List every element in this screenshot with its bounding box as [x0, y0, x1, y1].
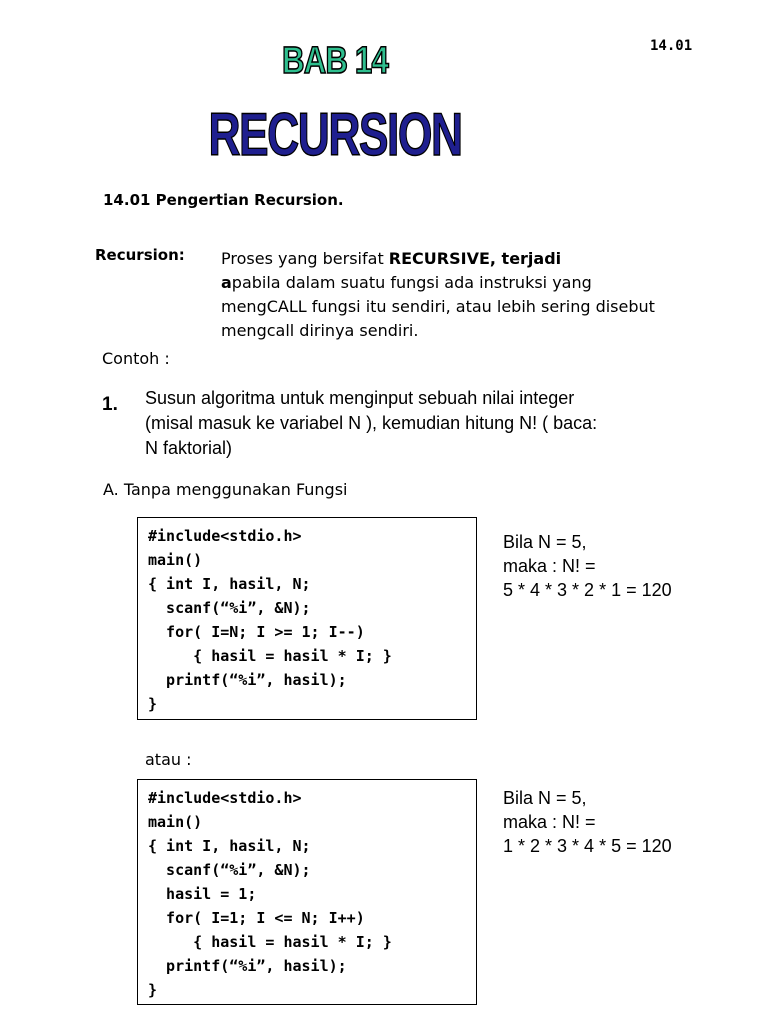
code-line: { int I, hasil, N; — [148, 575, 311, 593]
note-line: 1 * 2 * 3 * 4 * 5 = 120 — [503, 836, 672, 856]
note-line: maka : N! = — [503, 556, 596, 576]
code-line: printf(“%i”, hasil); — [148, 957, 347, 975]
code-line: } — [148, 981, 158, 999]
note-line: Bila N = 5, — [503, 532, 587, 552]
code-line: } — [148, 695, 158, 713]
code-line: main() — [148, 551, 203, 569]
code-line: printf(“%i”, hasil); — [148, 671, 347, 689]
code-block-loop-up — [137, 779, 477, 1005]
definition-rest: pabila dalam suatu fungsi ada instruksi yang mengCALL fungsi itu sendiri, atau lebih sering disebut mengcall dirinya sendiri. — [221, 273, 655, 340]
code-line: hasil = 1; — [148, 885, 257, 903]
subsection-heading: A. Tanpa menggunakan Fungsi — [103, 480, 348, 499]
problem-number: 1. — [102, 394, 118, 415]
note-line: Bila N = 5, — [503, 788, 587, 808]
code-line: #include<stdio.h> — [148, 789, 302, 807]
code-line: #include<stdio.h> — [148, 527, 302, 545]
code-line: for( I=1; I <= N; I++) — [148, 909, 365, 927]
code-block-loop-down — [137, 517, 477, 720]
definition-body — [221, 247, 661, 343]
code-line: { hasil = hasil * I; } — [148, 933, 392, 951]
section-heading: 14.01 Pengertian Recursion. — [103, 191, 344, 209]
definition-prefix: Proses yang bersifat — [221, 249, 389, 268]
page-number: 14.01 — [650, 38, 693, 54]
note-line: 5 * 4 * 3 * 2 * 1 = 120 — [503, 580, 672, 600]
code-line: scanf(“%i”, &N); — [148, 861, 311, 879]
problem-text: Susun algoritma untuk menginput sebuah nilai integer (misal masuk ke variabel N ), kemudian hitung N! ( baca: N faktorial) — [145, 388, 598, 458]
code-line: { hasil = hasil * I; } — [148, 647, 392, 665]
code-line: main() — [148, 813, 203, 831]
definition-term: Recursion: — [95, 246, 185, 264]
definition-first-letter: a — [221, 273, 232, 292]
code-line: { int I, hasil, N; — [148, 837, 311, 855]
example-label: Contoh : — [102, 349, 170, 368]
result-note-2 — [503, 786, 672, 858]
code-line: scanf(“%i”, &N); — [148, 599, 311, 617]
chapter-title: BAB 14 — [282, 40, 388, 82]
definition-emphasis: RECURSIVE, terjadi — [388, 249, 562, 268]
code-line: for( I=N; I >= 1; I--) — [148, 623, 365, 641]
note-line: maka : N! = — [503, 812, 596, 832]
result-note-1 — [503, 530, 672, 602]
alternative-label: atau : — [145, 750, 192, 769]
page-title: RECURSION — [208, 101, 462, 168]
